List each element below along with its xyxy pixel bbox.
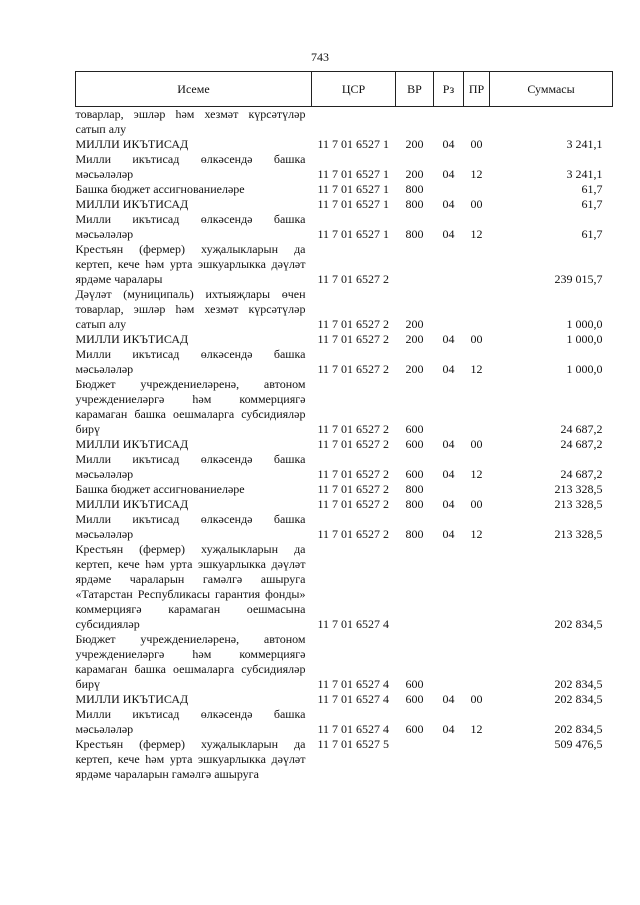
cell-rz xyxy=(434,287,464,332)
cell-rz xyxy=(434,632,464,692)
cell-csr: 11 7 01 6527 4 xyxy=(317,692,390,706)
cell-vr xyxy=(396,542,434,632)
cell-rz: 04 xyxy=(442,692,455,706)
table-row xyxy=(76,692,613,707)
cell-vr: 800 xyxy=(405,182,424,196)
cell-rz xyxy=(434,242,464,287)
cell-rz: 04 xyxy=(442,227,455,241)
column-header-name: Исеме xyxy=(76,72,312,107)
cell-pr: 12 xyxy=(470,722,483,736)
cell-csr: 11 7 01 6527 2 xyxy=(317,482,390,496)
cell-vr xyxy=(396,107,434,138)
cell-sum: 202 834,5 xyxy=(554,617,603,631)
cell-vr xyxy=(396,242,434,287)
cell-rz: 04 xyxy=(442,197,455,211)
cell-name: МИЛЛИ ИКЪТИСАД xyxy=(75,332,189,346)
cell-vr: 600 xyxy=(405,692,424,706)
cell-csr: 11 7 01 6527 2 xyxy=(317,332,390,346)
cell-pr: 00 xyxy=(470,137,483,151)
cell-name: товарлар, эшләр һәм хезмәт күрсәтүләр сатып алу xyxy=(75,107,306,136)
table-row xyxy=(76,152,613,182)
cell-csr: 11 7 01 6527 4 xyxy=(317,677,390,691)
cell-sum: 61,7 xyxy=(581,182,603,196)
column-header-csr: ЦСР xyxy=(312,72,396,107)
cell-vr: 800 xyxy=(405,497,424,511)
cell-rz: 04 xyxy=(442,527,455,541)
cell-sum: 239 015,7 xyxy=(554,272,603,286)
table-row xyxy=(76,737,613,782)
cell-pr: 00 xyxy=(470,197,483,211)
cell-vr: 800 xyxy=(405,527,424,541)
cell-vr xyxy=(396,737,434,782)
cell-sum: 3 241,1 xyxy=(566,167,603,181)
cell-vr: 800 xyxy=(405,197,424,211)
cell-vr: 200 xyxy=(405,167,424,181)
cell-pr xyxy=(464,482,490,497)
cell-name: МИЛЛИ ИКЪТИСАД xyxy=(75,197,189,211)
cell-pr: 12 xyxy=(470,467,483,481)
cell-csr: 11 7 01 6527 2 xyxy=(317,527,390,541)
cell-rz: 04 xyxy=(442,497,455,511)
table-row xyxy=(76,107,613,138)
cell-sum: 213 328,5 xyxy=(554,482,603,496)
cell-vr: 600 xyxy=(405,677,424,691)
cell-name: Башка бюджет ассигнованиеләре xyxy=(75,182,245,196)
table-row xyxy=(76,212,613,242)
cell-rz: 04 xyxy=(442,467,455,481)
table-row xyxy=(76,347,613,377)
cell-vr: 200 xyxy=(405,332,424,346)
table-row xyxy=(76,542,613,632)
table-row xyxy=(76,452,613,482)
cell-csr: 11 7 01 6527 1 xyxy=(317,227,390,241)
cell-sum: 213 328,5 xyxy=(554,497,603,511)
cell-name: Милли икътисад өлкәсендә башка мәсьәләләр xyxy=(75,347,306,376)
cell-vr: 600 xyxy=(405,722,424,736)
table-row xyxy=(76,707,613,737)
cell-sum: 24 687,2 xyxy=(560,422,603,436)
cell-pr xyxy=(464,542,490,632)
table-row xyxy=(76,197,613,212)
cell-pr xyxy=(464,377,490,437)
cell-sum: 24 687,2 xyxy=(560,437,603,451)
cell-csr: 11 7 01 6527 1 xyxy=(317,182,390,196)
cell-rz xyxy=(434,107,464,138)
cell-vr: 600 xyxy=(405,437,424,451)
cell-csr: 11 7 01 6527 5 xyxy=(317,737,390,751)
cell-rz: 04 xyxy=(442,332,455,346)
cell-sum: 509 476,5 xyxy=(554,737,603,751)
table-body xyxy=(76,107,613,783)
cell-name: Крестьян (фермер) хуҗалыкларын да кертеп, кече һәм урта эшкуарлыкка дәүләт ярдәме чараларын гамәлгә ашыруга xyxy=(75,737,306,781)
cell-rz xyxy=(434,482,464,497)
cell-csr xyxy=(312,107,396,138)
table-row xyxy=(76,182,613,197)
cell-sum: 3 241,1 xyxy=(566,137,603,151)
cell-name: Бюджет учреждениеләренә, автоном учреждениеләргә һәм коммерциягә карамаган башка оешмаларга субсидияләр бирү xyxy=(75,377,306,436)
cell-csr: 11 7 01 6527 2 xyxy=(317,272,390,286)
cell-sum: 61,7 xyxy=(581,197,603,211)
cell-rz xyxy=(434,542,464,632)
cell-vr: 200 xyxy=(405,362,424,376)
page-number: 743 xyxy=(311,50,329,64)
cell-rz xyxy=(434,737,464,782)
cell-pr: 00 xyxy=(470,332,483,346)
cell-sum: 213 328,5 xyxy=(554,527,603,541)
cell-name: Башка бюджет ассигнованиеләре xyxy=(75,482,245,496)
cell-rz: 04 xyxy=(442,722,455,736)
column-header-vr: ВР xyxy=(396,72,434,107)
budget-table xyxy=(75,71,613,782)
cell-sum: 202 834,5 xyxy=(554,722,603,736)
cell-pr: 00 xyxy=(470,437,483,451)
cell-rz: 04 xyxy=(442,167,455,181)
cell-pr xyxy=(464,107,490,138)
cell-rz: 04 xyxy=(442,137,455,151)
cell-pr: 12 xyxy=(470,527,483,541)
cell-vr: 800 xyxy=(405,482,424,496)
table-row xyxy=(76,332,613,347)
cell-csr: 11 7 01 6527 2 xyxy=(317,422,390,436)
cell-csr: 11 7 01 6527 1 xyxy=(317,137,390,151)
column-header-pr: ПР xyxy=(464,72,490,107)
cell-pr: 00 xyxy=(470,692,483,706)
cell-vr: 600 xyxy=(405,422,424,436)
table-row xyxy=(76,512,613,542)
table-row xyxy=(76,437,613,452)
cell-rz xyxy=(434,377,464,437)
cell-csr: 11 7 01 6527 2 xyxy=(317,497,390,511)
cell-name: Милли икътисад өлкәсендә башка мәсьәләләр xyxy=(75,212,306,241)
cell-csr: 11 7 01 6527 1 xyxy=(317,167,390,181)
table-header xyxy=(76,72,613,107)
cell-sum xyxy=(490,107,613,138)
cell-pr xyxy=(464,737,490,782)
cell-name: МИЛЛИ ИКЪТИСАД xyxy=(75,692,189,706)
cell-sum: 24 687,2 xyxy=(560,467,603,481)
cell-sum: 1 000,0 xyxy=(566,332,603,346)
table-row xyxy=(76,377,613,437)
cell-vr: 200 xyxy=(405,137,424,151)
cell-pr xyxy=(464,242,490,287)
table-row xyxy=(76,287,613,332)
cell-name: Крестьян (фермер) хуҗалыкларын да кертеп, кече һәм урта эшкуарлыкка дәүләт ярдәме чараларын гамәлгә ашыруга «Татарстан Республикасы гарантия фонды» коммерциягә карамаган оешмасына субсидияләр xyxy=(75,542,306,631)
table-row xyxy=(76,242,613,287)
cell-name: Дәүләт (муниципаль) ихтыяҗлары өчен товарлар, эшләр һәм хезмәт күрсәтүләр сатып алу xyxy=(75,287,306,331)
table-row xyxy=(76,632,613,692)
cell-csr: 11 7 01 6527 2 xyxy=(317,362,390,376)
cell-name: Крестьян (фермер) хуҗалыкларын да кертеп, кече һәм урта эшкуарлыкка дәүләт ярдәме чаралары xyxy=(75,242,306,286)
cell-csr: 11 7 01 6527 4 xyxy=(317,722,390,736)
cell-name: Бюджет учреждениеләренә, автоном учреждениеләргә һәм коммерциягә карамаган башка оешмаларга субсидияләр бирү xyxy=(75,632,306,691)
cell-rz: 04 xyxy=(442,437,455,451)
cell-pr: 12 xyxy=(470,167,483,181)
column-header-rz: Рз xyxy=(434,72,464,107)
cell-name: Милли икътисад өлкәсендә башка мәсьәләләр xyxy=(75,152,306,181)
table-row xyxy=(76,482,613,497)
cell-pr: 12 xyxy=(470,362,483,376)
cell-sum: 1 000,0 xyxy=(566,362,603,376)
cell-name: МИЛЛИ ИКЪТИСАД xyxy=(75,137,189,151)
cell-csr: 11 7 01 6527 2 xyxy=(317,467,390,481)
cell-rz xyxy=(434,182,464,197)
table-row xyxy=(76,137,613,152)
cell-pr xyxy=(464,182,490,197)
cell-sum: 1 000,0 xyxy=(566,317,603,331)
table-row xyxy=(76,497,613,512)
cell-vr: 600 xyxy=(405,467,424,481)
cell-sum: 202 834,5 xyxy=(554,692,603,706)
cell-pr xyxy=(464,632,490,692)
column-header-sum: Суммасы xyxy=(490,72,613,107)
cell-csr: 11 7 01 6527 2 xyxy=(317,437,390,451)
cell-vr: 800 xyxy=(405,227,424,241)
cell-vr: 200 xyxy=(405,317,424,331)
cell-rz: 04 xyxy=(442,362,455,376)
cell-name: Милли икътисад өлкәсендә башка мәсьәләләр xyxy=(75,707,306,736)
cell-name: МИЛЛИ ИКЪТИСАД xyxy=(75,437,189,451)
cell-name: Милли икътисад өлкәсендә башка мәсьәләләр xyxy=(75,452,306,481)
cell-name: МИЛЛИ ИКЪТИСАД xyxy=(75,497,189,511)
cell-name: Милли икътисад өлкәсендә башка мәсьәләләр xyxy=(75,512,306,541)
cell-csr: 11 7 01 6527 1 xyxy=(317,197,390,211)
cell-pr xyxy=(464,287,490,332)
cell-pr: 12 xyxy=(470,227,483,241)
cell-csr: 11 7 01 6527 2 xyxy=(317,317,390,331)
cell-sum: 61,7 xyxy=(581,227,603,241)
cell-pr: 00 xyxy=(470,497,483,511)
cell-sum: 202 834,5 xyxy=(554,677,603,691)
cell-csr: 11 7 01 6527 4 xyxy=(317,617,390,631)
